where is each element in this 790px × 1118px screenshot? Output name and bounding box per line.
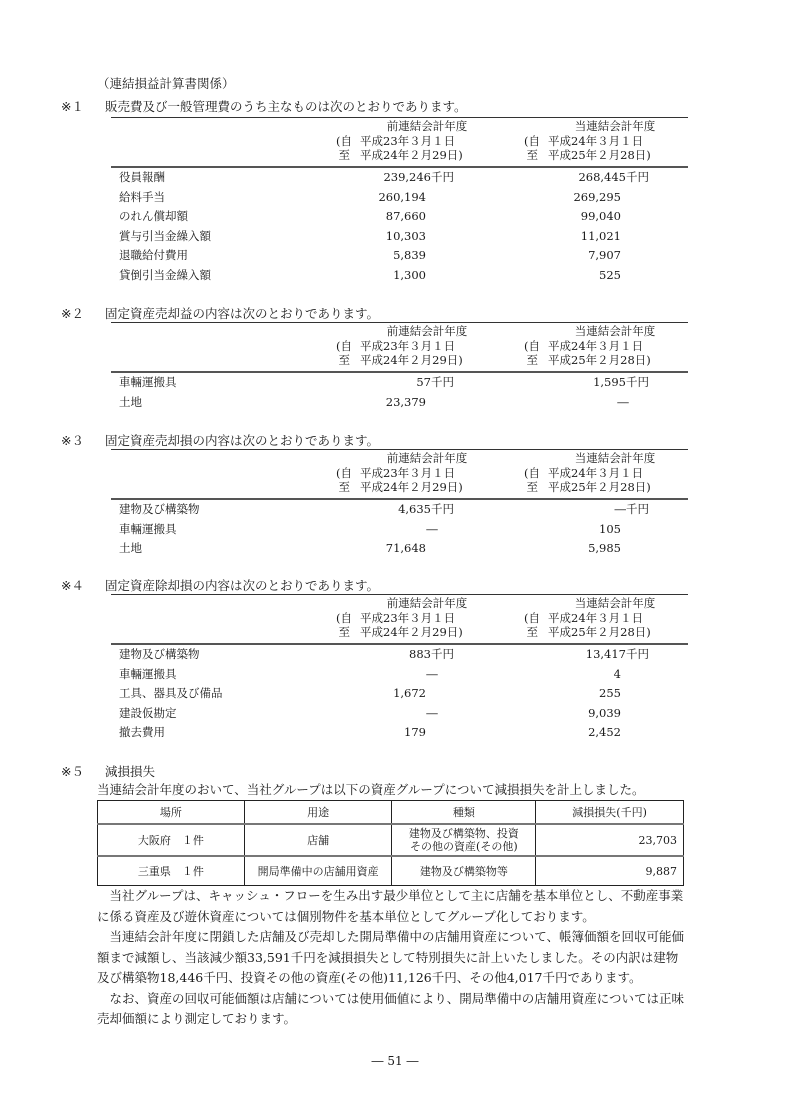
cell-use: 店舗 bbox=[244, 824, 392, 856]
paragraph: 当社グループは、キャッシュ・フローを生み出す最少単位として主に店舗を基本単位とし、不動産事業に係る資産及び遊休資産については個別物件を基本単位としてグループ化しております。 bbox=[97, 888, 684, 924]
paragraph: 当連結会計年度に閉鎖した店舗及び売却した開局準備中の店舗用資産について、帳簿価額を回収可能価額まで減額し、当該減少額33,591千円を減損損失として特別損失に計上いたしました。その内訳は建物及び構築物18,446千円、投資その他の資産(その他)11,126千円、その他4,017千円であります。 bbox=[97, 929, 685, 985]
row-label: 貸倒引当金繰入額 bbox=[119, 267, 211, 282]
period-header-prev bbox=[336, 596, 506, 640]
table-row bbox=[98, 856, 684, 886]
value-curr: 99,040 bbox=[580, 209, 621, 223]
row-label: 退職給付費用 bbox=[119, 248, 188, 262]
impairment-header-row bbox=[98, 801, 684, 825]
row-label: 工具、器具及び備品 bbox=[119, 686, 223, 700]
period-header-curr bbox=[524, 596, 694, 640]
table-header bbox=[111, 450, 688, 500]
table-header bbox=[111, 118, 688, 168]
note-mark: ※１ bbox=[61, 99, 84, 114]
cell-loss: 23,703 bbox=[536, 824, 684, 856]
note-mark: ※４ bbox=[61, 578, 84, 593]
table-row bbox=[111, 207, 688, 227]
value-curr: ― bbox=[617, 394, 629, 409]
period-header-curr bbox=[524, 324, 694, 368]
value-curr: 7,907 bbox=[588, 248, 621, 262]
header-type: 種類 bbox=[392, 801, 536, 825]
period-to: 平成24年２月29日) bbox=[360, 480, 463, 494]
table-row bbox=[111, 539, 688, 559]
cell-place: 大阪府 １件 bbox=[98, 824, 245, 856]
row-label: 撤去費用 bbox=[119, 725, 165, 739]
value-curr: ―千円 bbox=[614, 502, 649, 516]
row-label: 役員報酬 bbox=[119, 170, 165, 184]
paragraph: なお、資産の回収可能価額は店舗については使用価値により、開局準備中の店舗用資産については正味売却価額により測定しております。 bbox=[97, 990, 685, 1026]
note-4-heading bbox=[61, 576, 701, 592]
value-curr: 9,039 bbox=[588, 705, 621, 720]
table-row bbox=[111, 168, 688, 188]
table-header bbox=[111, 323, 688, 373]
period-to-prefix: 至 bbox=[526, 625, 538, 639]
note-text: 固定資産売却益の内容は次のとおりであります。 bbox=[105, 306, 380, 321]
value-prev: ― bbox=[426, 666, 438, 681]
table-row bbox=[111, 227, 688, 247]
period-title: 前連結会計年度 bbox=[386, 119, 468, 133]
note-mark: ※２ bbox=[61, 306, 84, 321]
period-from: 平成23年３月１日 bbox=[360, 610, 456, 625]
cell-place: 三重県 １件 bbox=[98, 856, 245, 886]
value-prev: 179 bbox=[404, 725, 426, 739]
period-to: 平成24年２月29日) bbox=[360, 625, 463, 639]
period-to-prefix: 至 bbox=[338, 353, 350, 367]
table-row bbox=[111, 645, 688, 665]
value-prev: 5,839 bbox=[393, 248, 426, 262]
value-curr: 1,595千円 bbox=[593, 375, 649, 389]
table-row bbox=[111, 704, 688, 724]
period-title: 当連結会計年度 bbox=[574, 119, 656, 133]
row-label: 土地 bbox=[119, 394, 142, 409]
value-prev: 57千円 bbox=[416, 375, 454, 389]
row-label: 車輛運搬具 bbox=[119, 521, 177, 536]
row-label: のれん償却額 bbox=[119, 209, 188, 223]
value-curr: 268,445千円 bbox=[578, 170, 649, 184]
row-label: 車輛運搬具 bbox=[119, 375, 177, 389]
value-curr: 255 bbox=[599, 686, 621, 700]
value-curr: 4 bbox=[613, 666, 621, 681]
header-use: 用途 bbox=[244, 801, 392, 825]
period-to: 平成24年２月29日) bbox=[360, 353, 463, 367]
value-prev: ― bbox=[426, 705, 438, 720]
table-row bbox=[111, 520, 688, 540]
section-title: （連結損益計算書関係） bbox=[97, 76, 235, 91]
table-header bbox=[111, 595, 688, 645]
value-prev: 10,303 bbox=[385, 228, 426, 243]
cell-type-line: その他の資産(その他) bbox=[410, 840, 518, 853]
period-title: 前連結会計年度 bbox=[386, 596, 468, 610]
note-text: 固定資産売却損の内容は次のとおりであります。 bbox=[105, 433, 380, 448]
table-row bbox=[111, 500, 688, 520]
period-to: 平成24年２月29日) bbox=[360, 148, 463, 162]
period-title: 前連結会計年度 bbox=[386, 451, 468, 465]
period-to: 平成25年２月28日) bbox=[548, 625, 651, 639]
note-3-table bbox=[111, 449, 688, 559]
value-prev: 23,379 bbox=[385, 394, 426, 409]
note-text: 販売費及び一般管理費のうち主なものは次のとおりであります。 bbox=[105, 99, 467, 114]
value-prev: 883千円 bbox=[409, 647, 454, 661]
period-to: 平成25年２月28日) bbox=[548, 480, 651, 494]
table-row bbox=[98, 824, 684, 856]
row-label: 給料手当 bbox=[119, 189, 165, 204]
table-row bbox=[111, 266, 688, 286]
note-title: 減損損失 bbox=[105, 764, 156, 779]
value-prev: 260,194 bbox=[378, 189, 426, 204]
period-from: 平成23年３月１日 bbox=[360, 133, 456, 148]
note-4-table bbox=[111, 594, 688, 743]
value-prev: 4,635千円 bbox=[398, 502, 454, 516]
period-to-prefix: 至 bbox=[338, 625, 350, 639]
note-1-heading bbox=[61, 97, 701, 113]
row-label: 賞与引当金繰入額 bbox=[119, 228, 211, 243]
value-curr: 525 bbox=[599, 267, 621, 282]
table-row bbox=[111, 393, 688, 413]
period-from-prefix: (自 bbox=[336, 610, 352, 625]
impairment-notes bbox=[97, 886, 689, 1030]
value-prev: 87,660 bbox=[385, 209, 426, 223]
period-title: 当連結会計年度 bbox=[574, 596, 656, 610]
period-from-prefix: (自 bbox=[524, 610, 540, 625]
period-from: 平成24年３月１日 bbox=[548, 610, 644, 625]
value-curr: 5,985 bbox=[588, 541, 621, 555]
row-label: 建物及び構築物 bbox=[119, 502, 200, 516]
table-row bbox=[111, 188, 688, 208]
value-curr: 2,452 bbox=[588, 725, 621, 739]
period-header-prev bbox=[336, 324, 506, 368]
period-from-prefix: (自 bbox=[336, 465, 352, 480]
header-loss: 減損損失(千円) bbox=[536, 801, 684, 825]
period-header-prev bbox=[336, 451, 506, 495]
period-to: 平成25年２月28日) bbox=[548, 353, 651, 367]
row-label: 建物及び構築物 bbox=[119, 647, 200, 661]
note-2-table bbox=[111, 322, 688, 412]
value-prev: 71,648 bbox=[385, 541, 426, 555]
note-text: 固定資産除却損の内容は次のとおりであります。 bbox=[105, 578, 380, 593]
note-mark: ※５ bbox=[61, 764, 84, 779]
period-from-prefix: (自 bbox=[524, 133, 540, 148]
impairment-table bbox=[97, 800, 684, 886]
period-to-prefix: 至 bbox=[526, 148, 538, 162]
value-prev: ― bbox=[426, 521, 438, 536]
cell-loss: 9,887 bbox=[536, 856, 684, 886]
period-from-prefix: (自 bbox=[336, 338, 352, 353]
period-from: 平成23年３月１日 bbox=[360, 338, 456, 353]
value-prev: 1,300 bbox=[393, 267, 426, 282]
note-2-heading bbox=[61, 304, 701, 320]
table-row bbox=[111, 684, 688, 704]
period-header-curr bbox=[524, 119, 694, 163]
period-from: 平成24年３月１日 bbox=[548, 133, 644, 148]
impairment-intro: 当連結会計年度のおいて、当社グループは以下の資産グループについて減損損失を計上しました。 bbox=[97, 782, 645, 797]
row-label: 建設仮勘定 bbox=[119, 705, 177, 720]
table-row bbox=[111, 723, 688, 743]
period-from-prefix: (自 bbox=[524, 465, 540, 480]
cell-use: 開局準備中の店舗用資産 bbox=[244, 856, 392, 886]
note-5-heading bbox=[61, 762, 461, 778]
period-title: 当連結会計年度 bbox=[574, 451, 656, 465]
cell-type bbox=[392, 824, 536, 856]
note-1-table bbox=[111, 117, 688, 285]
cell-type bbox=[392, 856, 536, 886]
period-to-prefix: 至 bbox=[526, 480, 538, 494]
period-from: 平成23年３月１日 bbox=[360, 465, 456, 480]
period-to: 平成25年２月28日) bbox=[548, 148, 651, 162]
period-from: 平成24年３月１日 bbox=[548, 338, 644, 353]
table-row bbox=[111, 373, 688, 393]
row-label: 土地 bbox=[119, 541, 142, 555]
period-from-prefix: (自 bbox=[336, 133, 352, 148]
period-title: 前連結会計年度 bbox=[386, 324, 468, 338]
note-3-heading bbox=[61, 431, 701, 447]
table-row bbox=[111, 665, 688, 685]
period-from: 平成24年３月１日 bbox=[548, 465, 644, 480]
value-prev: 239,246千円 bbox=[383, 170, 454, 184]
period-title: 当連結会計年度 bbox=[574, 324, 656, 338]
row-label: 車輛運搬具 bbox=[119, 666, 177, 681]
period-to-prefix: 至 bbox=[338, 148, 350, 162]
value-curr: 13,417千円 bbox=[585, 647, 649, 661]
value-curr: 105 bbox=[599, 521, 621, 536]
period-header-curr bbox=[524, 451, 694, 495]
period-from-prefix: (自 bbox=[524, 338, 540, 353]
period-to-prefix: 至 bbox=[526, 353, 538, 367]
value-curr: 269,295 bbox=[573, 189, 621, 204]
period-to-prefix: 至 bbox=[338, 480, 350, 494]
cell-type-line: 建物及び構築物、投資 bbox=[408, 827, 519, 840]
value-prev: 1,672 bbox=[393, 686, 426, 700]
value-curr: 11,021 bbox=[580, 228, 621, 243]
period-header-prev bbox=[336, 119, 506, 163]
cell-type-line: 建物及び構築物等 bbox=[419, 864, 508, 878]
table-row bbox=[111, 246, 688, 266]
note-mark: ※３ bbox=[61, 433, 84, 448]
header-place: 場所 bbox=[98, 801, 245, 825]
page-number: ― 51 ― bbox=[371, 1054, 419, 1068]
